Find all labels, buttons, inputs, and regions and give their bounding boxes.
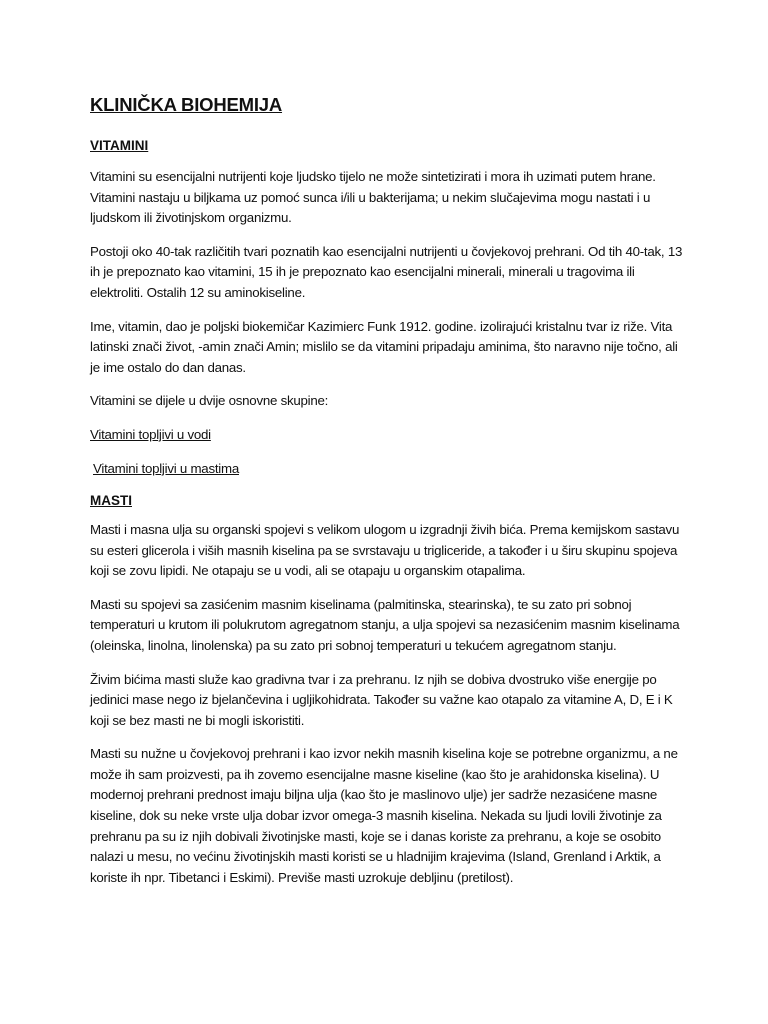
paragraph: Živim bićima masti služe kao gradivna tvar i za prehranu. Iz njih se dobiva dvostruko više energije po jedinici mase nego iz bjelančevina i ugljikohidrata. Također su važne kao otapalo za vitamine A, D, E i K koji se bez masti ne bi mogli iskoristiti. bbox=[90, 671, 673, 728]
vitamin-group-fat-soluble: Vitamini topljivi u mastima bbox=[93, 460, 239, 476]
paragraph: Masti su spojevi sa zasićenim masnim kiselinama (palmitinska, stearinska), te su zato pri sobnoj temperaturi u krutom ili polukrutom agregatnom stanju, a ulja spojevi sa nezasićenim masnim kiselinama (oleinska, linolna, linolenska) pa su zato pri sobnoj temperaturi u tekućem agregatnom stanju. bbox=[90, 596, 680, 653]
section-heading-vitamini: VITAMINI bbox=[90, 138, 149, 153]
paragraph: Masti i masna ulja su organski spojevi s velikom ulogom u izgradnji živih bića. Prema kemijskom sastavu su esteri glicerola i viših masnih kiselina pa se svrstavaju u trigliceride, a također i u širu skupinu spojeva koji se zovu lipidi. Ne otapaju se u vodi, ali se otapaju u organskim otapalima. bbox=[90, 521, 680, 579]
paragraph: Ime, vitamin, dao je poljski biokemičar Kazimierc Funk 1912. godine. izolirajući kristalnu tvar iz riže. Vita latinski znači život, -amin znači Amin; mislilo se da vitamini pripadaju aminima, što naravno nije točno, ali je ime ostalo do dan danas. bbox=[90, 318, 678, 375]
paragraph: Vitamini su esencijalni nutrijenti koje ljudsko tijelo ne može sintetizirati i mora ih uzimati putem hrane. Vitamini nastaju u biljkama uz pomoć sunca i/ili u bakterijama; u nekim slučajevima mogu nastati i u ljudskom ili životinjskom organizmu. bbox=[90, 169, 656, 226]
section-heading-masti: MASTI bbox=[90, 492, 132, 508]
paragraph: Vitamini se dijele u dvije osnovne skupine: bbox=[90, 393, 329, 409]
paragraph: Postoji oko 40-tak različitih tvari poznatih kao esencijalni nutrijenti u čovjekovoj prehrani. Od tih 40-tak, 13 ih je prepoznato kao vitamini, 15 ih je prepoznato kao esencijalni minerali, minerali u tragovima ili elektroliti. Ostalih 12 su aminokiseline. bbox=[90, 243, 683, 300]
document-content bbox=[90, 94, 690, 901]
vitamin-group-water-soluble: Vitamini topljivi u vodi bbox=[90, 426, 211, 442]
page-title: KLINIČKA BIOHEMIJA bbox=[90, 94, 283, 115]
paragraph: Masti su nužne u čovjekovoj prehrani i kao izvor nekih masnih kiselina koje se potrebne organizmu, a ne može ih sam proizvesti, pa ih zovemo esencijalne masne kiseline (kao što je arahidonska kiselina). U modernoj prehrani prednost imaju biljna ulja (kao što je maslinovo ulje) jer sadrže nezasićene masne kiseline, dok su neke vrste ulja dobar izvor omega-3 masnih kiselina. Nekada su ljudi lovili životinje za prehranu pa su iz njih dobivali životinjske masti, koje se i danas koriste za prehranu, a koje se osobito nalazi u mesu, no većinu životinjskih masti koristi se u hladnijim krajevima (Island, Grenland i Arktik, a koriste ih npr. Tibetanci i Eskimi). Previše masti uzrokuje debljinu (pretilost). bbox=[90, 746, 678, 885]
